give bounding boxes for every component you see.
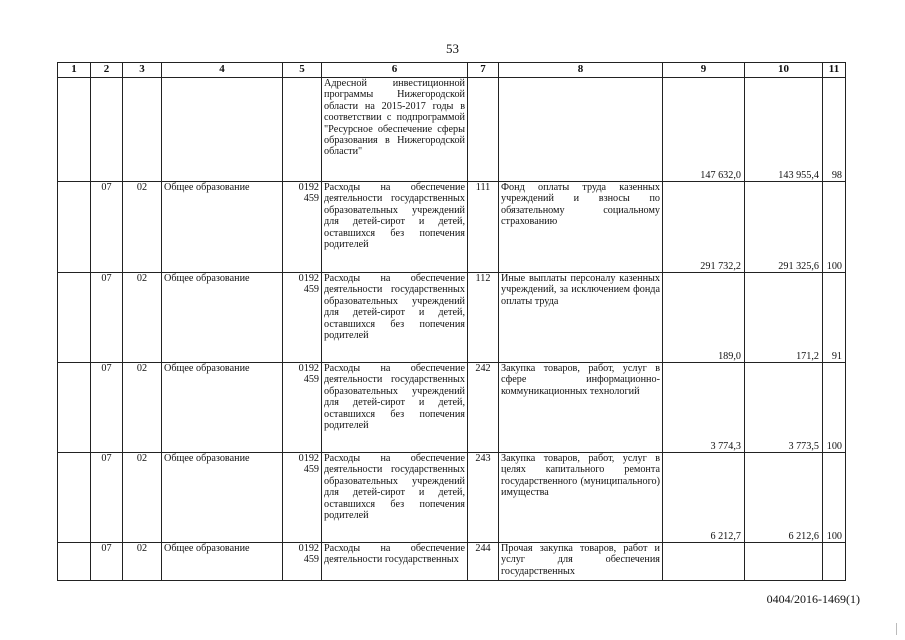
document-code: 0404/2016-1469(1): [766, 592, 860, 606]
expense-type-cell: 242: [468, 363, 499, 453]
expense-type-name-cell: Закупка товаров, работ, услуг в сфере информационно-коммуникационных технологий: [499, 363, 663, 453]
header-cell-7: 7: [468, 63, 499, 78]
expense-type-cell: 111: [468, 182, 499, 273]
executed-amount-cell: 291 325,6: [745, 182, 823, 273]
execution-percent-cell: [823, 543, 846, 581]
executed-amount-cell: [745, 543, 823, 581]
target-article-cell: 0192 459: [283, 453, 322, 543]
target-article-cell: [283, 78, 322, 182]
planned-amount-cell: 6 212,7: [663, 453, 745, 543]
section-cell: 07: [91, 273, 123, 363]
header-cell-2: 2: [91, 63, 123, 78]
subsection-cell: 02: [123, 182, 162, 273]
target-article-name-cell: Расходы на обеспечение деятельности государственных образовательных учреждений для детей-сирот и детей, оставшихся без попечения родителей: [322, 453, 468, 543]
execution-percent-cell: 98: [823, 78, 846, 182]
table-row: [58, 363, 846, 453]
header-cell-10: 10: [745, 63, 823, 78]
row-number-cell: [58, 78, 91, 182]
section-cell: 07: [91, 453, 123, 543]
section-name-cell: Общее образование: [162, 182, 283, 273]
planned-amount-cell: [663, 543, 745, 581]
executed-amount-cell: 6 212,6: [745, 453, 823, 543]
header-cell-8: 8: [499, 63, 663, 78]
table-row: [58, 78, 846, 182]
expense-type-cell: 243: [468, 453, 499, 543]
execution-percent-cell: 91: [823, 273, 846, 363]
target-article-name-cell: Расходы на обеспечение деятельности государственных образовательных учреждений для детей-сирот и детей, оставшихся без попечения родителей: [322, 363, 468, 453]
planned-amount-cell: 189,0: [663, 273, 745, 363]
section-cell: 07: [91, 363, 123, 453]
header-cell-3: 3: [123, 63, 162, 78]
expense-type-name-cell: Прочая закупка товаров, работ и услуг для обеспечения государственных: [499, 543, 663, 581]
planned-amount-cell: 291 732,2: [663, 182, 745, 273]
expense-type-cell: [468, 78, 499, 182]
table-row: [58, 543, 846, 581]
target-article-name-cell: Расходы на обеспечение деятельности государственных образовательных учреждений для детей-сирот и детей, оставшихся без попечения родителей: [322, 273, 468, 363]
expense-type-cell: 244: [468, 543, 499, 581]
target-article-name-cell: Расходы на обеспечение деятельности государственных образовательных учреждений для детей-сирот и детей, оставшихся без попечения родителей: [322, 182, 468, 273]
execution-percent-cell: 100: [823, 182, 846, 273]
row-number-cell: [58, 182, 91, 273]
execution-percent-cell: 100: [823, 453, 846, 543]
header-cell-9: 9: [663, 63, 745, 78]
section-name-cell: Общее образование: [162, 453, 283, 543]
executed-amount-cell: 171,2: [745, 273, 823, 363]
executed-amount-cell: 3 773,5: [745, 363, 823, 453]
section-cell: [91, 78, 123, 182]
table-row: [58, 182, 846, 273]
subsection-cell: [123, 78, 162, 182]
page-number: 53: [446, 41, 459, 56]
section-cell: 07: [91, 543, 123, 581]
expense-type-cell: 112: [468, 273, 499, 363]
expense-type-name-cell: Фонд оплаты труда казенных учреждений и взносы по обязательному социальному страхованию: [499, 182, 663, 273]
expense-type-name-cell: Закупка товаров, работ, услуг в целях капитального ремонта государственного (муниципального) имущества: [499, 453, 663, 543]
target-article-cell: 0192 459: [283, 273, 322, 363]
budget-table: [57, 62, 846, 581]
row-number-cell: [58, 453, 91, 543]
section-name-cell: [162, 78, 283, 182]
expense-type-name-cell: [499, 78, 663, 182]
planned-amount-cell: 3 774,3: [663, 363, 745, 453]
target-article-name-cell: Расходы на обеспечение деятельности государственных: [322, 543, 468, 581]
header-cell-4: 4: [162, 63, 283, 78]
subsection-cell: 02: [123, 273, 162, 363]
section-cell: 07: [91, 182, 123, 273]
table-row: [58, 273, 846, 363]
subsection-cell: 02: [123, 363, 162, 453]
header-cell-11: 11: [823, 63, 846, 78]
subsection-cell: 02: [123, 453, 162, 543]
executed-amount-cell: 143 955,4: [745, 78, 823, 182]
expense-type-name-cell: Иные выплаты персоналу казенных учреждений, за исключением фонда оплаты труда: [499, 273, 663, 363]
row-number-cell: [58, 543, 91, 581]
table-row: [58, 453, 846, 543]
header-cell-6: 6: [322, 63, 468, 78]
row-number-cell: [58, 363, 91, 453]
target-article-cell: 0192 459: [283, 543, 322, 581]
subsection-cell: 02: [123, 543, 162, 581]
target-article-name-cell: Адресной инвестиционной программы Нижегородской области на 2015-2017 годы в соответствии с подпрограммой "Ресурсное обеспечение сферы образования в Нижегородской области": [322, 78, 468, 182]
section-name-cell: Общее образование: [162, 363, 283, 453]
header-cell-5: 5: [283, 63, 322, 78]
execution-percent-cell: 100: [823, 363, 846, 453]
header-cell-1: 1: [58, 63, 91, 78]
row-number-cell: [58, 273, 91, 363]
section-name-cell: Общее образование: [162, 273, 283, 363]
target-article-cell: 0192 459: [283, 182, 322, 273]
header-row: [58, 63, 846, 78]
planned-amount-cell: 147 632,0: [663, 78, 745, 182]
page-edge-mark: [896, 623, 897, 635]
section-name-cell: Общее образование: [162, 543, 283, 581]
target-article-cell: 0192 459: [283, 363, 322, 453]
